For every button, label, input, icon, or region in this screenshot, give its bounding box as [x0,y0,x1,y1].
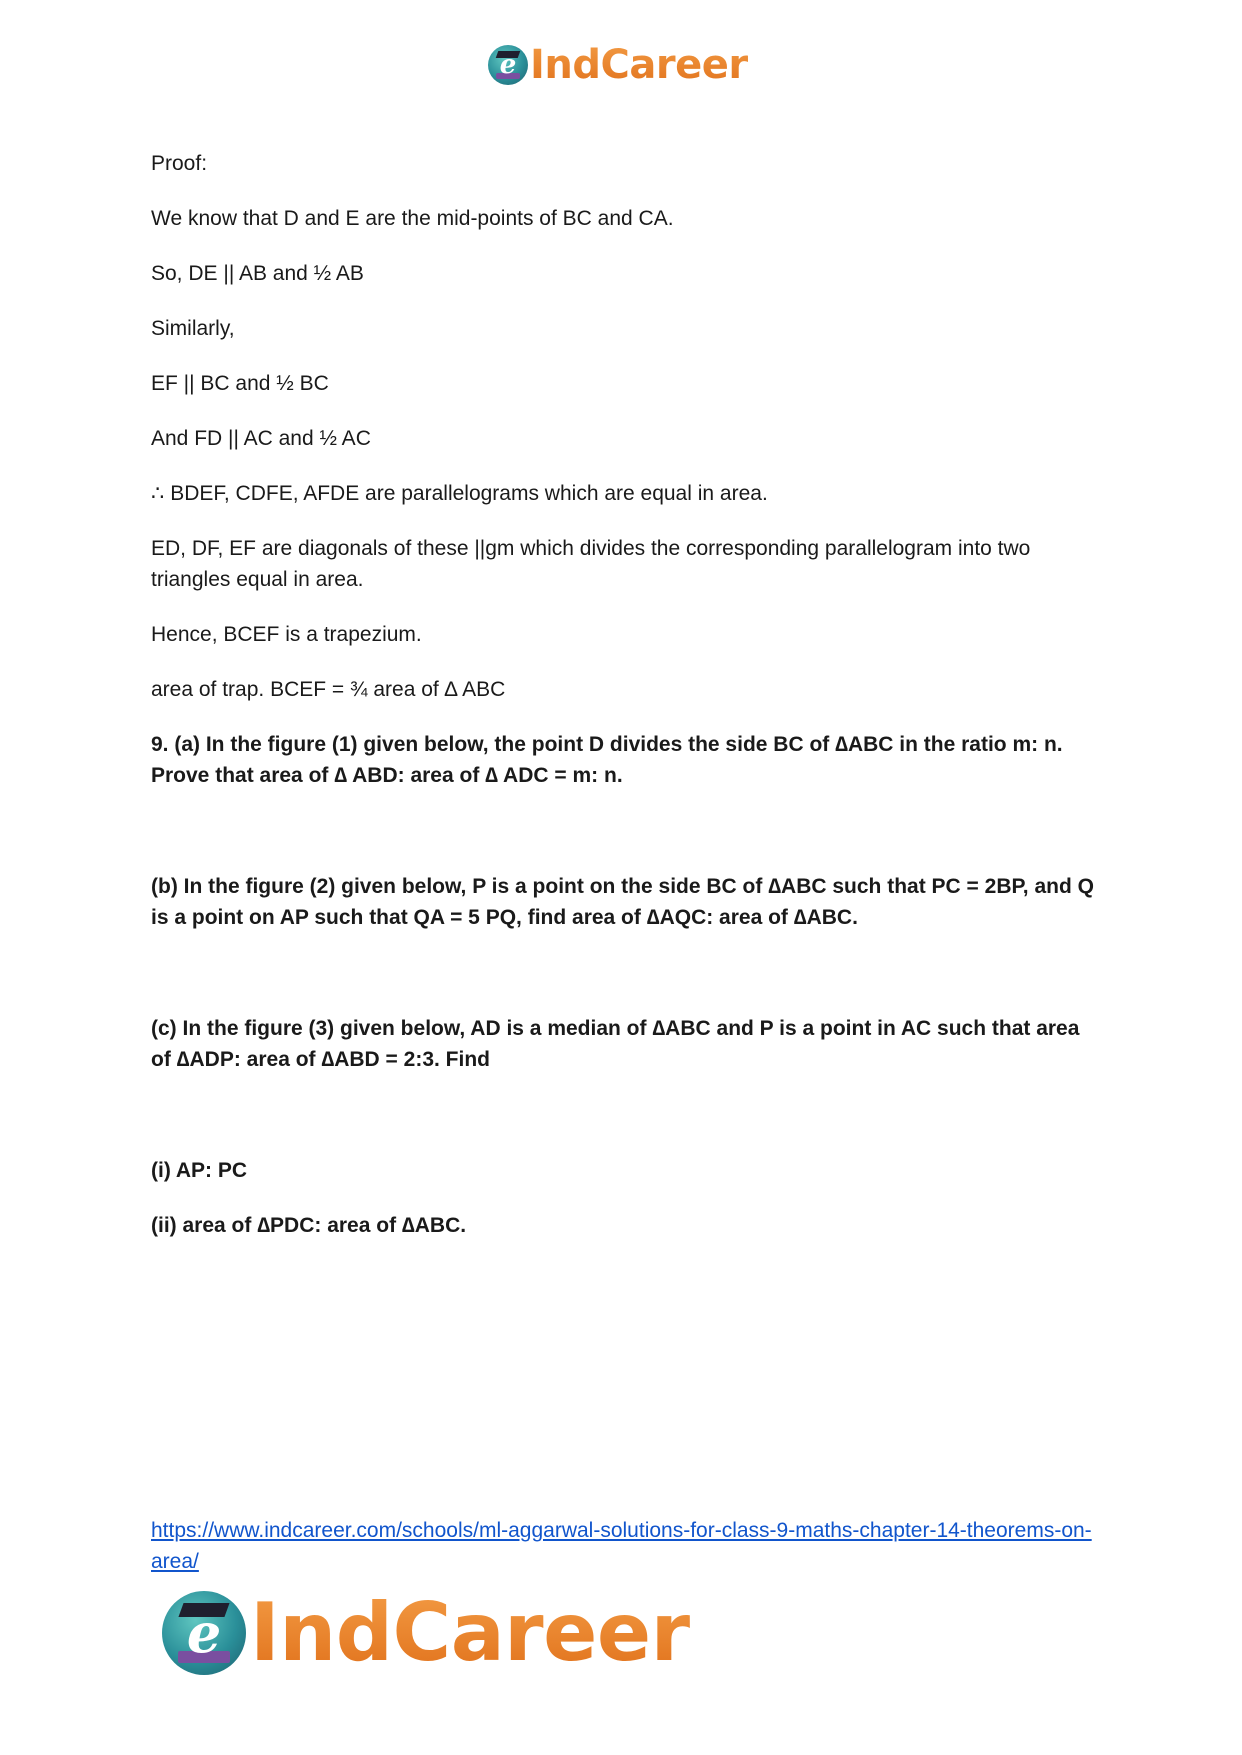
proof-line: Similarly, [151,317,235,340]
question-9c: (c) In the figure (3) given below, AD is a median of ∆ABC and P is a point in AC such that area of ∆ADP: area of ∆ABD = 2:3. Find [151,1017,1080,1071]
proof-line: ED, DF, EF are diagonals of these ||gm which divides the corresponding parallelogram into two triangles equal in area. [151,537,1031,591]
proof-line: We know that D and E are the mid-points of BC and CA. [151,207,674,230]
question-9b: (b) In the figure (2) given below, P is a point on the side BC of ∆ABC such that PC = 2BP, and Q is a point on AP such that QA = 5 PQ, find area of ∆AQC: area of ∆ABC. [151,875,1094,929]
source-link[interactable]: https://www.indcareer.com/schools/ml-aggarwal-solutions-for-class-9-maths-chapter-14-theorems-on-area/ [151,1519,1092,1573]
document-body [151,148,1101,1265]
header-logo-text: IndCareer [530,42,748,88]
footer-logo [162,1585,690,1681]
proof-line: And FD || AC and ½ AC [151,427,371,450]
proof-line: Hence, BCEF is a trapezium. [151,623,422,646]
proof-line: ∴ BDEF, CDFE, AFDE are parallelograms which are equal in area. [151,482,768,505]
question-9c-part-i: (i) AP: PC [151,1159,248,1182]
proof-heading: Proof: [151,152,208,175]
footer-logo-text: IndCareer [250,1586,690,1679]
question-9a: 9. (a) In the figure (1) given below, the point D divides the side BC of ∆ABC in the ratio m: n. Prove that area of ∆ ABD: area of ∆ ADC = m: n. [151,733,1063,787]
question-9c-part-ii: (ii) area of ∆PDC: area of ∆ABC. [151,1214,467,1237]
proof-line: EF || BC and ½ BC [151,372,329,395]
graduation-cap-logo-icon: e [162,1591,246,1675]
header-logo [488,40,748,90]
graduation-cap-logo-icon: e [488,45,528,85]
proof-conclusion: area of trap. BCEF = ¾ area of ∆ ABC [151,678,506,701]
proof-line: So, DE || AB and ½ AB [151,262,364,285]
